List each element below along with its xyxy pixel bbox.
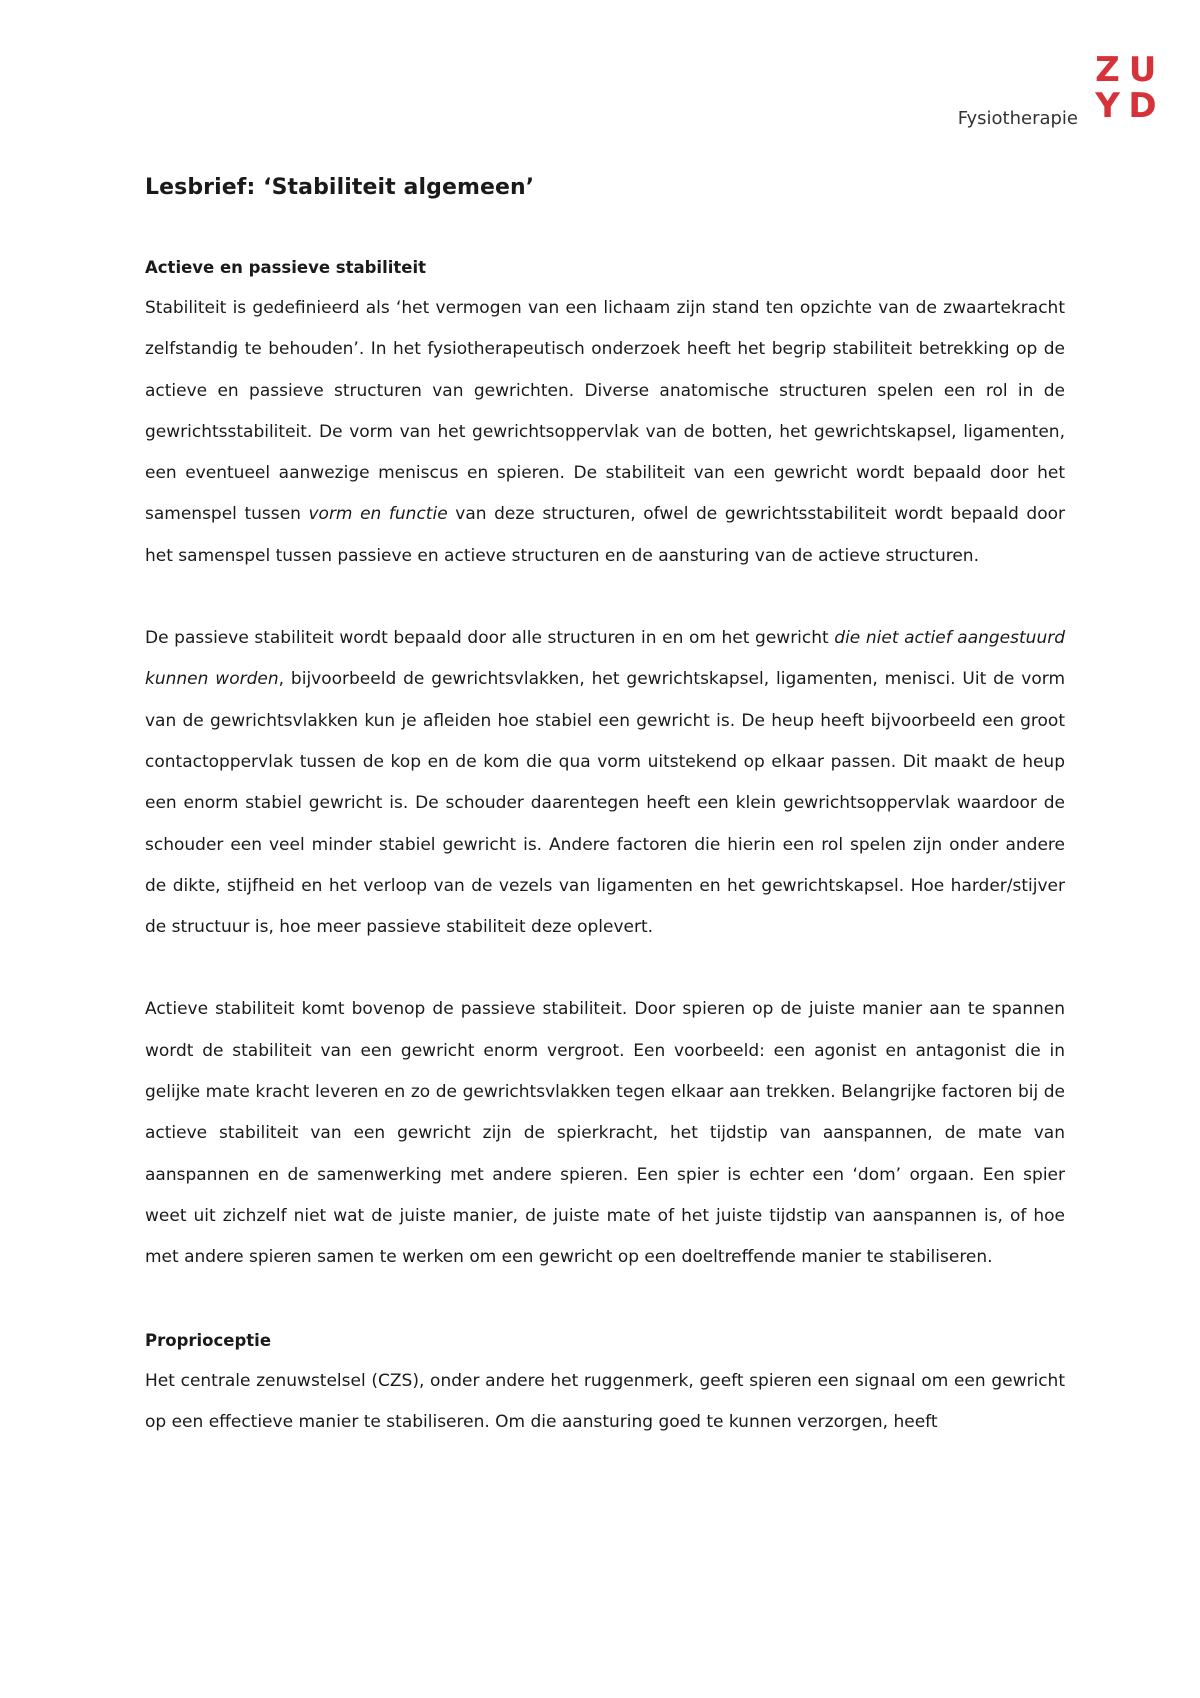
emphasis-text: die niet actief aangestuurd kunnen worden bbox=[145, 628, 1065, 690]
emphasis-text: vorm en functie bbox=[308, 504, 448, 525]
paragraph-active-stability: Actieve stabiliteit komt bovenop de passieve stabiliteit. Door spieren op de juiste manier aan te spannen wordt de stabiliteit van een gewricht enorm vergroot. Een voorbeeld: een agonist en antagonist die in gelijke mate kracht leveren en zo de gewrichtsvlakken tegen elkaar aan trekken. Belangrijke factoren bij de actieve stabiliteit van een gewricht zijn de spierkracht, het tijdstip van aanspannen, de mate van aanspannen en de samenwerking met andere spieren. Een spier is echter een ‘dom’ orgaan. Een spier weet uit zichzelf niet wat de juiste manier, de juiste mate of het juiste tijdstip van aanspannen is, of hoe met andere spieren samen te werken om een gewricht op een doeltreffende manier te stabiliseren. bbox=[145, 999, 1065, 1268]
section-heading-stability: Actieve en passieve stabiliteit bbox=[145, 258, 427, 277]
paragraph-proprioception: Het centrale zenuwstelsel (CZS), onder andere het ruggenmerk, geeft spieren een signaal om een gewricht op een effectieve manier te stabiliseren. Om die aansturing goed te kunnen verzorgen, heeft bbox=[145, 1370, 1065, 1432]
paragraph-stability-definition: Stabiliteit is gedefinieerd als ‘het vermogen van een lichaam zijn stand ten opzichte van de zwaartekracht zelfstandig te behouden’. In het fysiotherapeutisch onderzoek heeft het begrip stabiliteit betrekking op de actieve en passieve structuren van gewrichten. Diverse anatomische structuren spelen een rol in de gewrichtsstabiliteit. De vorm van het gewrichtsoppervlak van de botten, het gewrichtskapsel, ligamenten, een eventueel aanwezige meniscus en spieren. De stabiliteit van een gewricht wordt bepaald door het samenspel tussen vorm en functie van deze structuren, ofwel de gewrichtsstabiliteit wordt bepaald door het samenspel tussen passieve en actieve structuren en de aansturing van de actieve structuren. bbox=[145, 298, 1066, 566]
logo-letter: Y bbox=[1095, 86, 1120, 126]
logo-letter: U bbox=[1128, 50, 1157, 90]
section-heading-proprioception: Proprioceptie bbox=[145, 1330, 272, 1350]
page-header bbox=[0, 44, 1200, 154]
zuyd-logo bbox=[1090, 52, 1160, 124]
logo-letter: D bbox=[1128, 86, 1157, 126]
logo-letter: Z bbox=[1095, 50, 1120, 90]
document-title: Lesbrief: ‘Stabiliteit algemeen’ bbox=[145, 175, 535, 200]
document-body bbox=[145, 168, 1065, 1443]
department-name: Fysiotherapie bbox=[957, 108, 1078, 129]
paragraph-passive-stability: De passieve stabiliteit wordt bepaald door alle structuren in en om het gewricht die niet actief aangestuurd kunnen worden, bijvoorbeeld de gewrichtsvlakken, het gewrichtskapsel, ligamenten, menisci. Uit de vorm van de gewrichtsvlakken kun je afleiden hoe stabiel een gewricht is. De heup heeft bijvoorbeeld een groot contactoppervlak tussen de kop en de kom die qua vorm uitstekend op elkaar passen. Dit maakt de heup een enorm stabiel gewricht is. De schouder daarentegen heeft een klein gewrichtsoppervlak waardoor de schouder een veel minder stabiel gewricht is. Andere factoren die hierin een rol spelen zijn onder andere de dikte, stijfheid en het verloop van de vezels van ligamenten en het gewrichtskapsel. Hoe harder/stijver de structuur is, hoe meer passieve stabiliteit deze oplevert. bbox=[145, 628, 1066, 938]
